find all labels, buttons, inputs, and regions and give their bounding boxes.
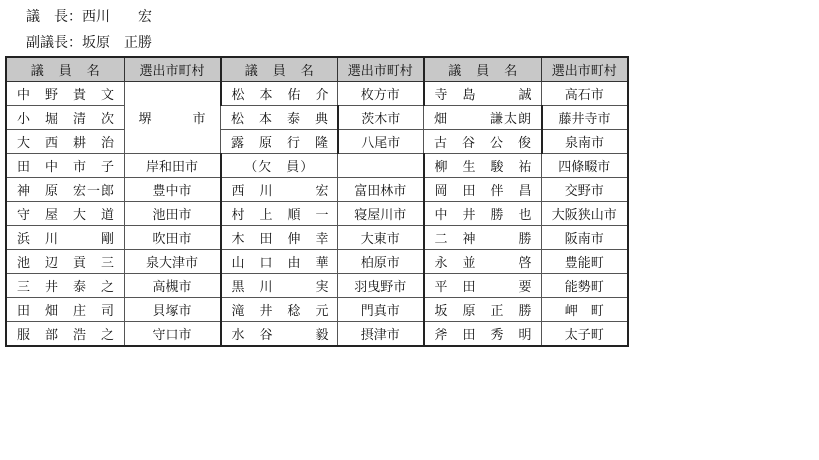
vice-chair-label: 副議長：坂原 正勝: [26, 35, 152, 51]
member-name: 西 川 宏: [221, 178, 338, 202]
member-name: 中 野 貴 文: [6, 82, 124, 106]
member-name: 寺 島 誠: [424, 82, 542, 106]
member-name: 二 神 勝: [424, 226, 542, 250]
district: 高槻市: [124, 274, 221, 298]
member-name: 浜 川 剛: [6, 226, 124, 250]
member-name: 村 上 順 一: [221, 202, 338, 226]
district: 能勢町: [542, 274, 628, 298]
member-name: 柳 生 駿 祐: [424, 154, 542, 178]
district: 堺 市: [124, 82, 221, 154]
district: 大阪狭山市: [542, 202, 628, 226]
header-member-name: 議員名: [6, 57, 124, 82]
district: 豊能町: [542, 250, 628, 274]
district: 四條畷市: [542, 154, 628, 178]
district: 高石市: [542, 82, 628, 106]
district: 太子町: [542, 322, 628, 347]
member-name: 黒 川 実: [221, 274, 338, 298]
member-name: 田 畑 庄 司: [6, 298, 124, 322]
district: 門真市: [338, 298, 424, 322]
table-header-row: [6, 57, 628, 82]
member-name: 池 辺 貢 三: [6, 250, 124, 274]
district: 大東市: [338, 226, 424, 250]
district: 吹田市: [124, 226, 221, 250]
chair-label: 議 長：西川 宏: [26, 9, 152, 25]
district: 藤井寺市: [542, 106, 628, 130]
district: 羽曳野市: [338, 274, 424, 298]
member-name: 服 部 浩 之: [6, 322, 124, 347]
member-name: 木 田 伸 幸: [221, 226, 338, 250]
district: 交野市: [542, 178, 628, 202]
district: 茨木市: [338, 106, 424, 130]
member-name: 三 井 泰 之: [6, 274, 124, 298]
district: [338, 154, 424, 178]
table-row: [6, 322, 628, 347]
member-name: 松 本 泰 典: [221, 106, 338, 130]
member-name: 神 原 宏一郎: [6, 178, 124, 202]
district: 池田市: [124, 202, 221, 226]
assembly-members-table: [5, 56, 629, 347]
member-name: 大 西 耕 治: [6, 130, 124, 154]
table-row: [6, 178, 628, 202]
district: 八尾市: [338, 130, 424, 154]
table-row: [6, 274, 628, 298]
district: 貝塚市: [124, 298, 221, 322]
member-name: 岡 田 伴 昌: [424, 178, 542, 202]
member-name: 斧 田 秀 明: [424, 322, 542, 347]
district: 枚方市: [338, 82, 424, 106]
member-name: 田 中 市 子: [6, 154, 124, 178]
member-name: 平 田 要: [424, 274, 542, 298]
vacancy-label: （欠 員）: [221, 154, 338, 178]
member-name: 露 原 行 隆: [221, 130, 338, 154]
table-row: [6, 154, 628, 178]
district: 泉大津市: [124, 250, 221, 274]
district: 岸和田市: [124, 154, 221, 178]
member-name: 守 屋 大 道: [6, 202, 124, 226]
table-row: [6, 226, 628, 250]
member-name: 水 谷 毅: [221, 322, 338, 347]
member-name: 永 並 啓: [424, 250, 542, 274]
table-row: [6, 82, 628, 106]
table-row: [6, 298, 628, 322]
table-row: [6, 130, 628, 154]
member-name: 山 口 由 華: [221, 250, 338, 274]
header-district: 選出市町村: [124, 57, 221, 82]
header-member-name: 議員名: [221, 57, 338, 82]
header-member-name: 議員名: [424, 57, 542, 82]
table-row: [6, 250, 628, 274]
member-name: 坂 原 正 勝: [424, 298, 542, 322]
member-name: 古 谷 公 俊: [424, 130, 542, 154]
header-district: 選出市町村: [542, 57, 628, 82]
district: 摂津市: [338, 322, 424, 347]
district: 富田林市: [338, 178, 424, 202]
district: 守口市: [124, 322, 221, 347]
header-district: 選出市町村: [338, 57, 424, 82]
district: 柏原市: [338, 250, 424, 274]
district: 岬 町: [542, 298, 628, 322]
table-row: [6, 202, 628, 226]
member-name: 小 堀 清 次: [6, 106, 124, 130]
member-name: 畑 謙太朗: [424, 106, 542, 130]
district: 豊中市: [124, 178, 221, 202]
member-name: 松 本 佑 介: [221, 82, 338, 106]
district: 泉南市: [542, 130, 628, 154]
member-name: 中 井 勝 也: [424, 202, 542, 226]
district: 阪南市: [542, 226, 628, 250]
member-name: 滝 井 稔 元: [221, 298, 338, 322]
table-row: [6, 106, 628, 130]
district: 寝屋川市: [338, 202, 424, 226]
